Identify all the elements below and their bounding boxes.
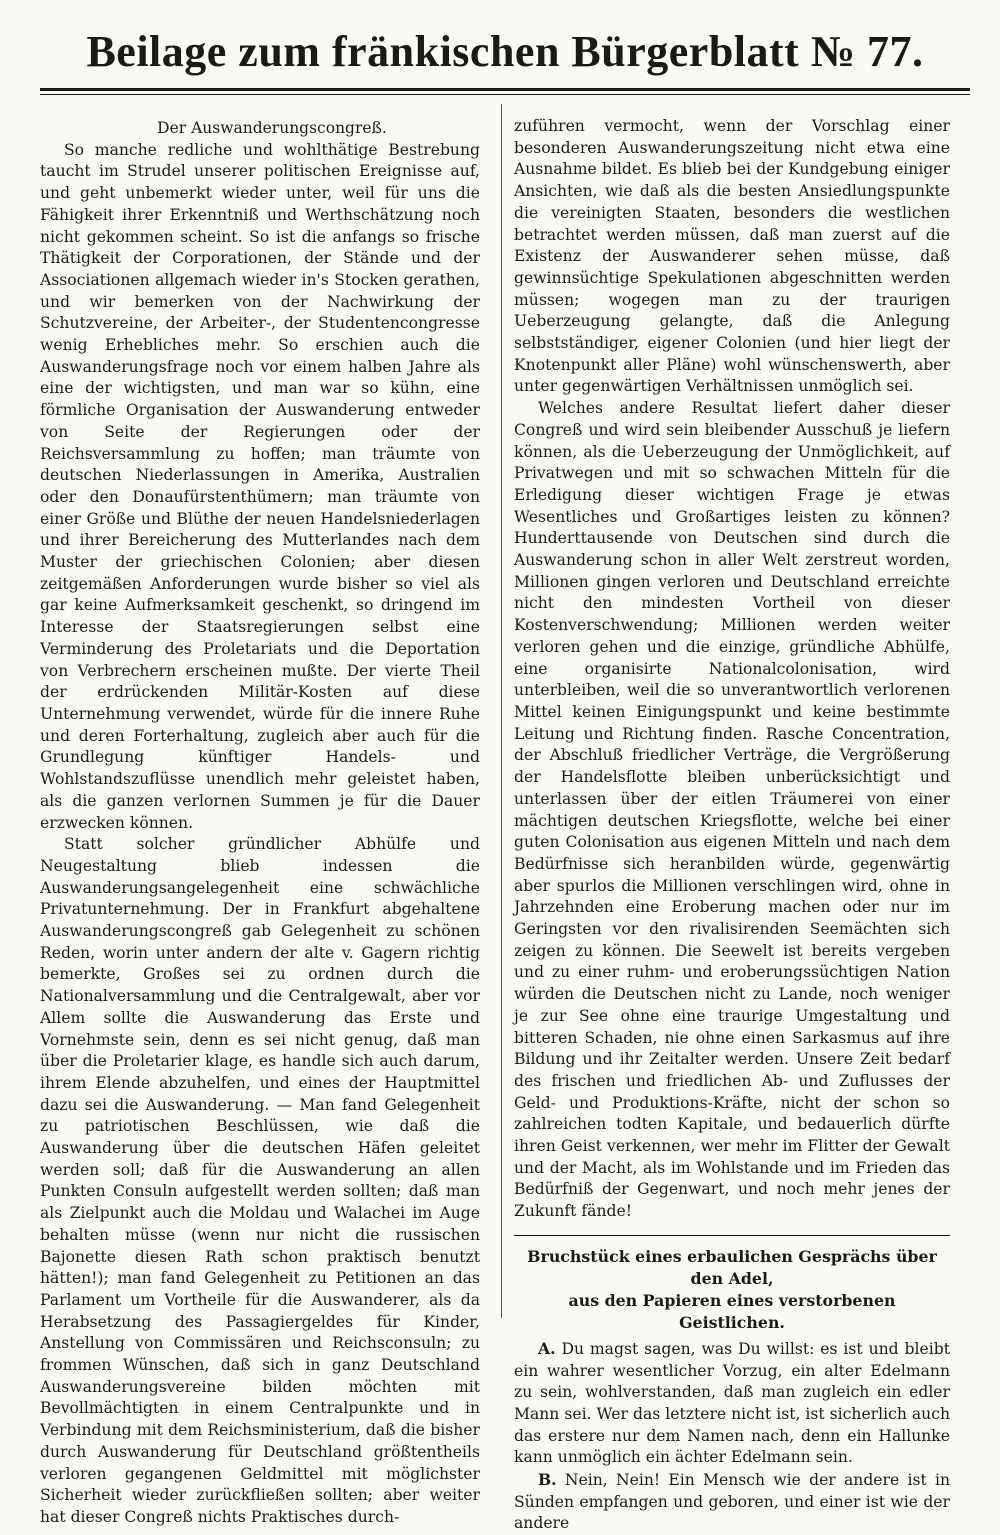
- article-paragraph: Statt solcher gründlicher Abhülfe und Neugestaltung blieb indessen die Auswanderungsangelegenheit eine schwächliche Privatunternehmung. Der in Frankfurt abgehaltene Auswanderungscongreß gab Gelegenheit zu schönen Reden, worin unter andern der alte v. Gagern richtig bemerkte, Großes sei zu ordnen durch die Nationalversammlung und die Centralgewalt, aber vor Allem sollte die Auswanderung das Erste und Vornehmste sein, denn es sei nicht genug, daß man über die Proletarier klage, es handle sich auch darum, ihrem Elende abzuhelfen, und eines der Hauptmittel dazu sei die Auswanderung. — Man fand Gelegenheit zu patriotischen Beschlüssen, wie daß die Auswanderung über die deutschen Häfen geleitet werden soll; daß für die Auswanderung an allen Punkten Consuln aufgestellt werden sollten; daß man als Zielpunkt auch die Moldau und Walachei im Auge behalten müsse (wenn nur nicht die russischen Bajonette diesen Rath schon praktisch benutzt hätten!); man fand Gelegenheit zu Petitionen an das Parlament um Vortheile für die Auswanderer, als da Herabsetzung des Passagiergeldes für Kinder, Anstellung von Commissären und Reichsconsuln; zu frommen Wünschen, daß sich in ganz Deutschland Auswanderungsvereine bilden möchten mit Bevollmächtigten in einem Centralpunkte und in Verbindung mit dem Reichsministerium, daß die bisher durch Auswanderung für Deutschland größtentheils verloren gegangenen Geldmittel mit möglichster Sicherheit wieder zurückfließen sollten; aber weiter hat dieser Congreß nichts Praktisches durch-: [40, 835, 480, 1526]
- article-paragraph: Welches andere Resultat liefert daher dieser Congreß und wird sein bleibender Ausschuß je liefern können, als die Ueberzeugung der Unmöglichkeit, auf Privatwegen und mit so schwachen Mitteln für die Erledigung dieser wichtigen Frage je etwas Wesentliches und Großartiges leisten zu können? Hunderttausende von Deutschen sind durch die Auswanderung schon in aller Welt zerstreut worden, Millionen gingen verloren und Deutschland erreichte nicht den mindesten Vortheil von dieser Kostenverschwendung; Millionen werden weiter verloren gehen und die einzige, gründliche Abhülfe, eine organisirte Nationalcolonisation, wird unterbleiben, weil die so unverantwortlich verlorenen Mittel keinen Einigungspunkt und keine bestimmte Leitung und Richtung finden. Rasche Concentration, der Abschluß friedlicher Verträge, die Vergrößerung der Handelsflotte bleiben unberücksichtigt und unterlassen über der eitlen Träumerei von einer mächtigen deutschen Kriegsflotte, welche bei einer guten Colonisation aus eigenen Mitteln und nach dem Bedürfnisse sich heranbilden würde, gegenwärtig aber spurlos die Millionen verschlingen wird, ohne in Jahrzehnden eine Eroberung machen oder nur im Geringsten vor den rivalisirenden Seemächten sich zeigen zu können. Die Seewelt ist bereits vergeben und zu einer ruhm- und eroberungssüchtigen Nation würden die Deutschen nicht zu Lande, noch weniger je zur See ohne eine traurige Umgestaltung und bitteren Schaden, nie ohne einen Sarkasmus auf ihre Bildung und ihr Zeitalter werden. Unsere Zeit bedarf des frischen und friedlichen Ab- und Zuflusses der Geld- und Produktions-Kräfte, nicht der schon so zahlreichen todten Kapitale, und bedauerlich dürfte ihren Geist verkennen, wer mehr im Flitter der Gewalt und der Macht, als im Wohlstande und im Frieden das Bedürfniß der Gegenwart, und noch mehr jenes der Zukunft fände!: [514, 399, 950, 1221]
- left-column: [40, 118, 480, 1529]
- column-divider: [501, 104, 502, 1318]
- right-column: [514, 116, 950, 1535]
- article-title: Der Auswanderungscongreß.: [157, 119, 387, 137]
- masthead-rule-thin: [40, 94, 970, 95]
- section-divider: [514, 1235, 950, 1236]
- article-paragraph: So manche redliche und wohlthätige Bestrebung taucht im Strudel unserer politischen Ereignisse auf, und geht unbemerkt wieder unter, weil für uns die Fähigkeit ihrer Erkenntniß und Werthschätzung noch nicht gekommen scheint. So ist die anfangs so frische Thätigkeit der Corporationen, der Stände und der Associationen allgemach wieder in's Stocken gerathen, und wir bemerken von der Nachwirkung der Schutzvereine, der Arbeiter-, der Studentencongresse wenig Erhebliches mehr. So erschien auch die Auswanderungsfrage noch vor einem halben Jahre als eine der wichtigsten, und man war so kühn, eine förmliche Organisation der Auswanderung entweder von Seite der Regierungen oder der Reichsversammlung zu hoffen; man träumte von deutschen Niederlassungen in Amerika, Australien oder den Donaufürstenthümern; man träumte von einer Größe und Blüthe der neuen Handelsniederlagen und ihrer Bereicherung des Mutterlandes nach dem Muster der griechischen Colonien; aber diesen zeitgemäßen Anforderungen wurde bisher so viel als gar keine Aufmerksamkeit geschenkt, so dringend im Interesse der Staatsregierungen selbst eine Verminderung des Proletariats und die Deportation von Verbrechern erscheinen mußte. Der vierte Theil der erdrückenden Militär-Kosten auf diese Unternehmung verwendet, würde für die innere Ruhe und deren Forterhaltung, zugleich aber auch für die Grundlegung künftiger Handels- und Wohlstandszuflüsse unendlich mehr geleistet haben, als die ganzen verlornen Summen je für die Dauer erzwecken können.: [40, 140, 480, 832]
- article-title-2-line1: Bruchstück eines erbaulichen Gesprächs über den Adel,: [527, 1246, 937, 1288]
- article-paragraph-continued: zuführen vermocht, wenn der Vorschlag einer besonderen Auswanderungszeitung nicht etwa eine Ausnahme bildet. Es blieb bei der Kundgebung einiger Ansichten, wie daß als die besten Ansiedlungspunkte die vereinigten Staaten, besonders die westlichen betrachtet werden müssen, daß man zuerst auf die Existenz der Auswanderer sehen müsse, daß gewinnsüchtige Spekulationen abgeschnitten werden müssen; wogegen man zu der traurigen Ueberzeugung gelangte, daß die Anlegung selbstständiger, eigener Colonien (und hier liegt der Knotenpunkt aller Pläne) wohl wünschenswerth, aber unter gegenwärtigen Verhältnissen unmöglich sei.: [514, 117, 950, 396]
- article-title-2-line2: aus den Papieren eines verstorbenen Geistlichen.: [568, 1290, 896, 1332]
- speaker-label: B.: [538, 1470, 557, 1490]
- masthead-title: Beilage zum fränkischen Bürgerblatt № 77.: [86, 27, 924, 76]
- dialogue-text: Nein, Nein! Ein Mensch wie der andere ist in Sünden empfangen und geboren, und einer ist wie der andere: [514, 1471, 950, 1533]
- dialogue-paragraph: [514, 1338, 950, 1469]
- dialogue-text: Du magst sagen, was Du willst: es ist und bleibt ein wahrer wesentlicher Vorzug, ein alter Edelmann zu sein, wohlverstanden, daß man zugleich ein edler Mann sei. Wer das letztere nicht ist, ist sicherlich auch das erstere nur dem Namen nach, denn ein Hallunke kann unmöglich ein ächter Edelmann sein.: [514, 1339, 950, 1467]
- masthead-rule-thick: [40, 88, 970, 91]
- article-title-2: [514, 1246, 950, 1334]
- dialogue-paragraph: [514, 1469, 950, 1535]
- speaker-label: A.: [538, 1338, 556, 1358]
